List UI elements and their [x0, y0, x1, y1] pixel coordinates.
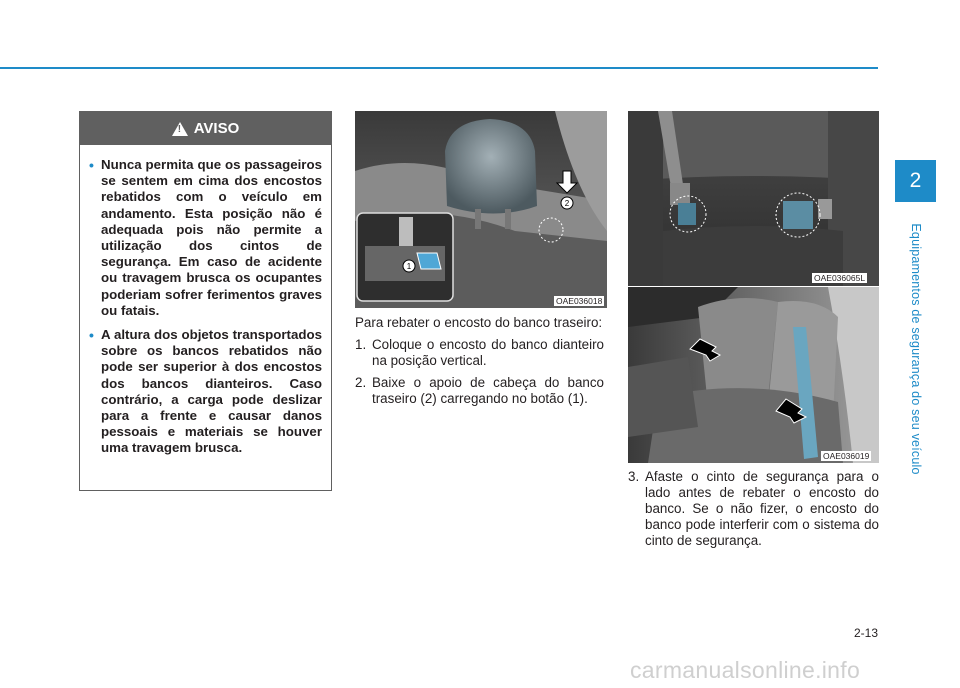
figure-3-caption: OAE036019 — [823, 451, 870, 461]
marker-2-label: 2 — [564, 199, 570, 208]
bullet-icon: • — [89, 327, 94, 344]
warning-title: AVISO — [193, 120, 240, 137]
step-number: 2. — [355, 375, 367, 390]
chapter-title-vertical — [902, 208, 930, 490]
rear-seat-photo — [628, 287, 879, 463]
right-text-column — [628, 469, 879, 555]
watermark: carmanualsonline.info — [630, 657, 861, 683]
warning-triangle-icon: ! — [172, 122, 188, 136]
bullet-icon: • — [89, 157, 94, 173]
marker-1-label: 1 — [406, 262, 412, 271]
chapter-number-tab: 2 — [895, 160, 936, 202]
warning-list — [80, 145, 331, 457]
warning-item-text: A altura dos objetos transportados sobre os bancos rebatidos não pode ser superior à dos encostos dos bancos dianteiros. Caso contrário, a carga pode deslizar para a frente e causar danos pessoais e materiais se houver uma travagem brusca. — [101, 327, 322, 456]
warning-item — [89, 327, 322, 457]
step-number: 1. — [355, 337, 367, 352]
headrest-photo — [355, 111, 607, 308]
step-text: Afaste o cinto de segurança para o lado antes de rebater o encosto do banco. Se o não fizer, o encosto do banco pode interferir com o sistema do cinto de segurança. — [645, 469, 879, 548]
step-item — [355, 375, 604, 407]
step-item — [628, 469, 879, 549]
warning-box — [79, 111, 332, 491]
warning-item-text: Nunca permita que os passageiros se sentem em cima dos encostos rebatidos com o veículo em andamento. Esta posição não é adequada pois não permite a utilização dos cintos de segurança. Em caso de acidente ou travagem brusca os ocupantes poderiam sofrer ferimentos graves ou fatais. — [101, 157, 322, 318]
step-item — [355, 337, 604, 369]
intro-text: Para rebater o encosto do banco traseiro: — [355, 315, 603, 330]
middle-text-column — [355, 315, 604, 413]
warning-item — [89, 157, 322, 319]
page-number: 2-13 — [853, 626, 878, 640]
warning-header — [80, 112, 331, 145]
figure-2-caption: OAE036065L — [814, 273, 866, 283]
figure-1-caption: OAE036018 — [556, 296, 603, 306]
chapter-title-text: Equipamentos de segurança do seu veículo — [909, 223, 923, 475]
header-rule — [0, 67, 878, 69]
step-text: Baixe o apoio de cabeça do banco traseiro (2) carregando no botão (1). — [372, 375, 604, 406]
seatbelt-buckle-photo — [628, 111, 879, 286]
step-number: 3. — [628, 469, 640, 484]
step-text: Coloque o encosto do banco dianteiro na posição vertical. — [372, 337, 604, 368]
